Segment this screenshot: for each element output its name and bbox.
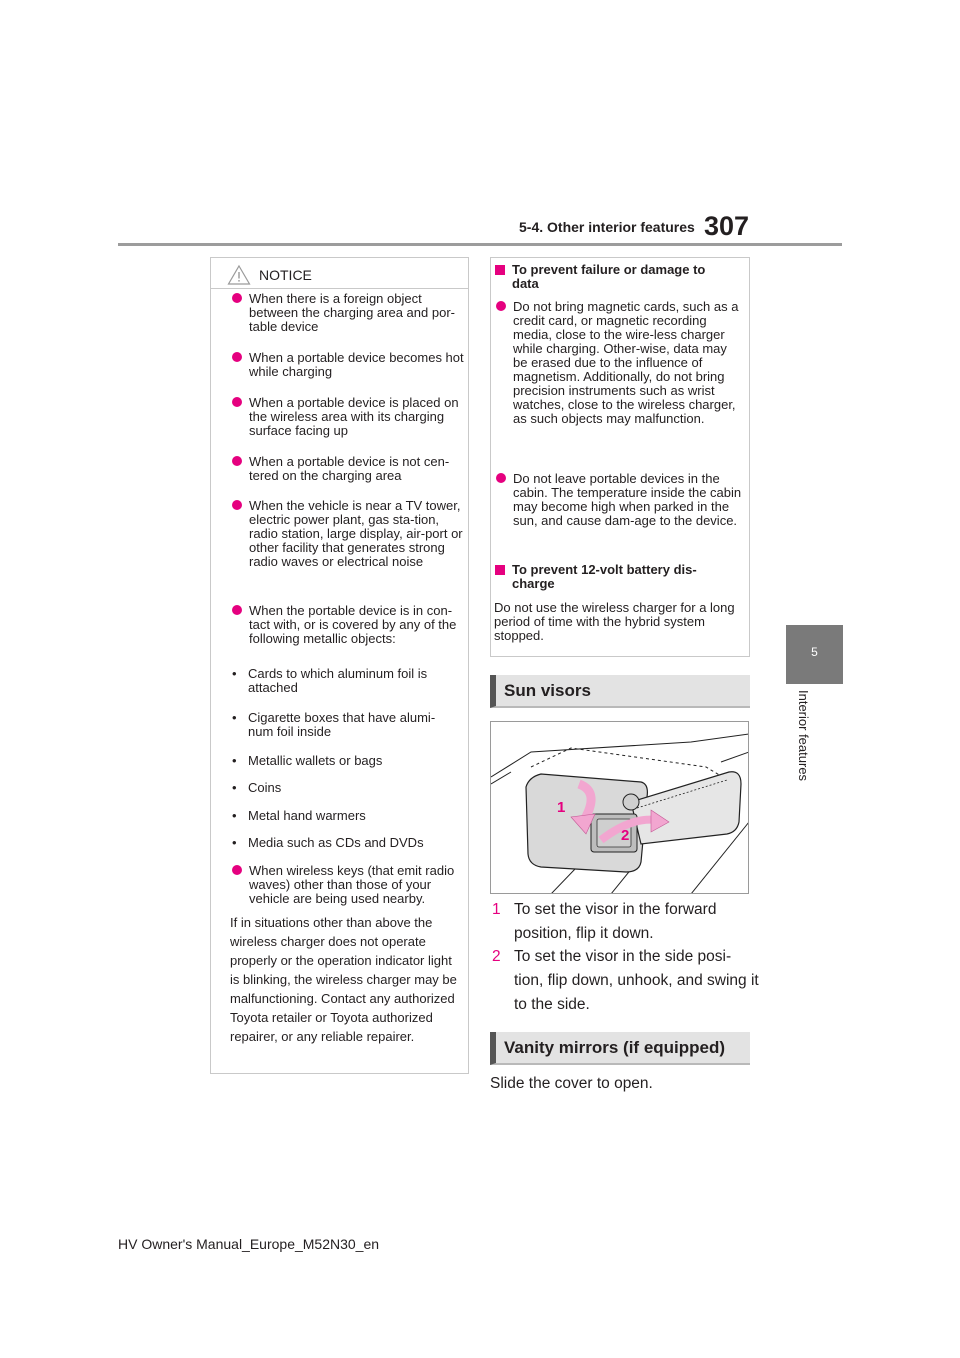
notice-bullet: When there is a foreign object between the charging area and por-table device	[230, 292, 466, 334]
square-bullet-icon	[495, 565, 505, 575]
subheading-data-damage: To prevent failure or damage to data	[494, 263, 734, 291]
bullet-dot-icon	[232, 352, 242, 362]
bullet-dot-icon	[496, 301, 506, 311]
square-bullet-icon	[495, 265, 505, 275]
notice-title: NOTICE	[259, 267, 312, 283]
chapter-label-rotated	[795, 690, 815, 810]
warning-triangle-icon	[227, 264, 251, 286]
notice-box	[210, 257, 469, 1074]
vanity-instruction: Slide the cover to open.	[490, 1075, 653, 1092]
chapter-number: 5	[811, 645, 818, 659]
bullet-dot-icon	[232, 500, 242, 510]
sun-visor-step	[490, 945, 760, 1017]
footer-manual-id: HV Owner's Manual_Europe_M52N30_en	[118, 1236, 380, 1252]
bullet-dot-icon	[232, 456, 242, 466]
bullet-dot-icon	[232, 293, 242, 303]
right-bullet: Do not bring magnetic cards, such as a credit card, or magnetic recording media, close to the wire-less charger while charging. Other-wise, data may be erased due to the influence of magnetism. Additionally, do not bring precision instruments such as wrist watches, close to the wireless charger, as such objects may malfunction.	[494, 300, 740, 426]
notice-bullet: When a portable device is placed on the wireless area with its charging surface facing up	[230, 396, 466, 438]
sun-visor-step	[490, 898, 760, 946]
notice-bullet: When the vehicle is near a TV tower, electric power plant, gas sta-tion, radio station, large display, air-port or other facility that generates strong radio waves or electrical noise	[230, 499, 466, 569]
step-number: 1	[492, 901, 501, 918]
notice-header	[211, 264, 468, 286]
sun-visor-illustration	[490, 721, 749, 894]
bullet-dot-icon	[232, 865, 242, 875]
notice-dash-item: • Metallic wallets or bags	[232, 753, 383, 768]
dash-bullet-icon: •	[232, 780, 237, 795]
notice-bullet: When a portable device is not cen-tered on the charging area	[230, 455, 466, 483]
notice-bullet: When a portable device becomes hot while charging	[230, 351, 466, 379]
notice-divider	[211, 288, 468, 289]
notice-closing-paragraph: If in situations other than above the wireless charger does not operate properly or the operation indicator light is blinking, the wireless charger may be malfunctioning. Contact any authorized Toyota retailer or Toyota authorized repairer, or any reliable repairer.	[230, 915, 457, 1044]
battery-paragraph: Do not use the wireless charger for a long period of time with the hybrid system stopped.	[494, 600, 735, 643]
figure-label-1: 1	[557, 799, 566, 816]
notice-dash-item: • Media such as CDs and DVDs	[232, 835, 424, 850]
notice-bullet: When wireless keys (that emit radio waves) other than those of your vehicle are being used nearby.	[230, 864, 466, 906]
chapter-label: Interior features	[796, 690, 811, 782]
dash-bullet-icon: •	[232, 808, 237, 823]
step-number: 2	[492, 948, 501, 965]
dash-bullet-icon: •	[232, 835, 237, 850]
right-bullet: Do not leave portable devices in the cabin. The temperature inside the cabin may become high when parked in the sun, and cause dam-age to the device.	[494, 472, 744, 528]
page-number: 307	[704, 211, 750, 241]
chapter-tab	[786, 625, 843, 684]
section-title: 5-4. Other interior features	[519, 219, 695, 235]
notice-dash-item: • Cards to which aluminum foil is attached	[232, 666, 428, 695]
dash-bullet-icon: •	[232, 753, 237, 768]
section-heading-vanity-mirrors: Vanity mirrors (if equipped)	[490, 1032, 750, 1065]
step-text: To set the visor in the side posi-tion, flip down, unhook, and swing it to the side.	[514, 948, 759, 1013]
dash-bullet-icon: •	[232, 710, 237, 725]
header-rule	[118, 243, 842, 246]
notice-bullet: When the portable device is in con-tact with, or is covered by any of the following metallic objects:	[230, 604, 466, 646]
bullet-dot-icon	[232, 397, 242, 407]
notice-continuation-box	[490, 257, 750, 657]
notice-dash-item: • Coins	[232, 780, 282, 795]
step-text: To set the visor in the forward position, flip it down.	[514, 901, 717, 942]
bullet-dot-icon	[496, 473, 506, 483]
notice-dash-item: • Metal hand warmers	[232, 808, 366, 823]
notice-dash-item: • Cigarette boxes that have alumi-num foil inside	[232, 710, 436, 739]
dash-bullet-icon: •	[232, 666, 237, 681]
sun-visor-drawing	[491, 722, 749, 894]
section-heading-sun-visors: Sun visors	[490, 675, 750, 708]
figure-label-2: 2	[621, 827, 630, 844]
bullet-dot-icon	[232, 605, 242, 615]
subheading-battery: To prevent 12-volt battery dis-charge	[494, 563, 734, 591]
